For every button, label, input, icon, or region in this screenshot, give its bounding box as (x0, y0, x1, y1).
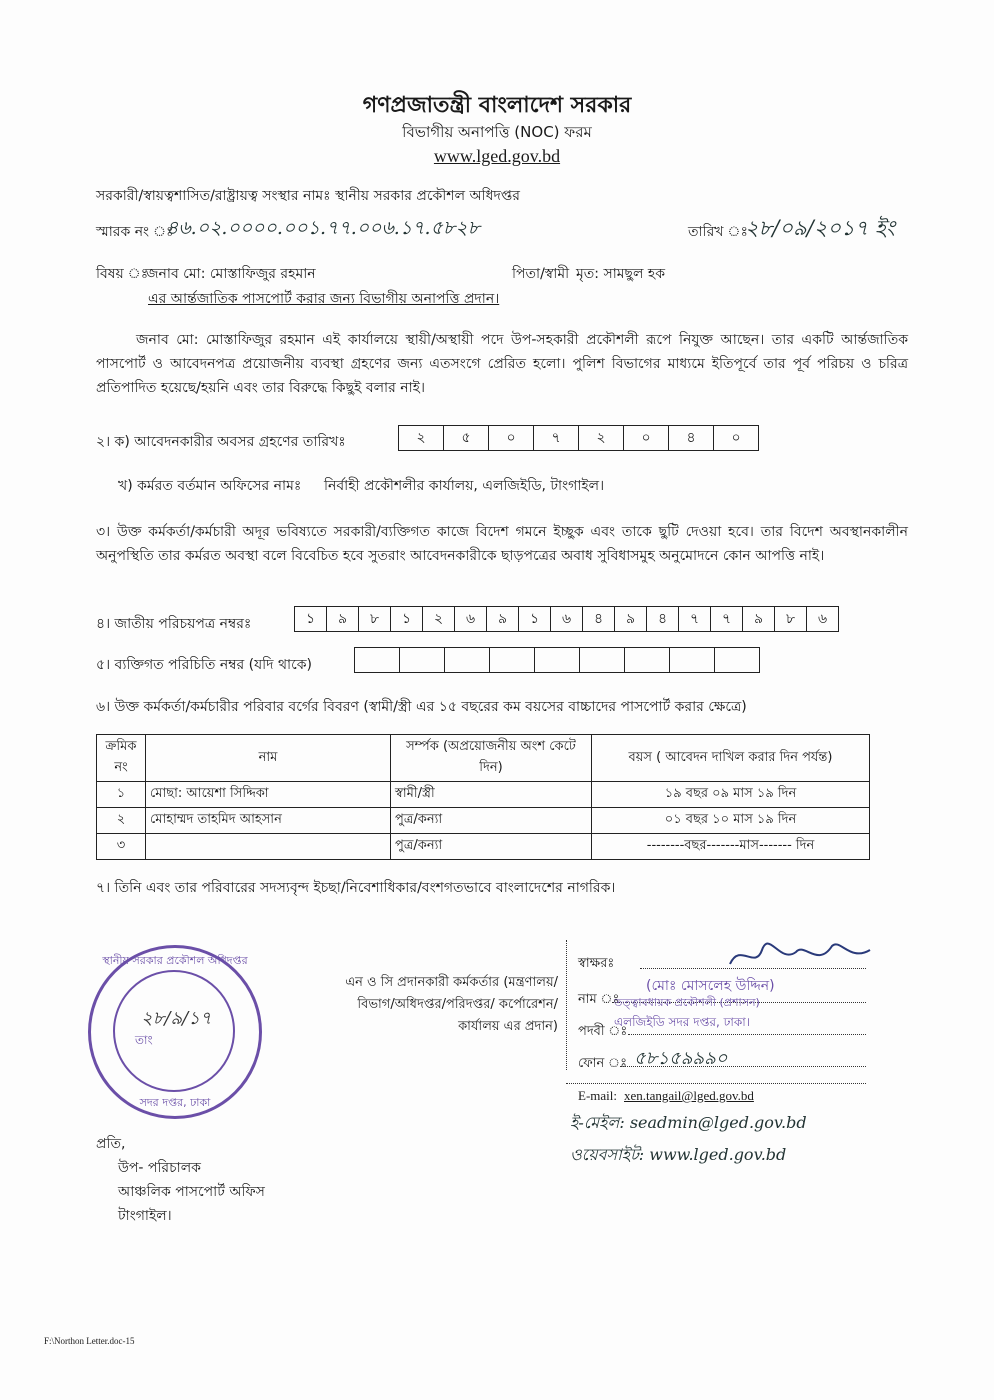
digit-box (490, 648, 535, 672)
digit-box: ৪ (669, 426, 714, 450)
digit-box: ০ (489, 426, 534, 450)
seal-date-label: তাং (135, 1033, 153, 1047)
digit-box: ১ (391, 607, 423, 631)
table-cell: ১ (97, 782, 146, 808)
table-cell: ০১ বছর ১০ মাস ১৯ দিন (592, 808, 870, 834)
form-subtitle: বিভাগীয় অনাপত্তি (NOC) ফরম (402, 123, 592, 141)
digit-box: ০ (624, 426, 669, 450)
recipient-line3: টাংগাইল। (118, 1208, 172, 1224)
table-cell: মোহাম্মদ তাহমিদ আহসান (146, 808, 391, 834)
table-cell: --------বছর-------মাস------- দিন (592, 834, 870, 860)
table-cell: ২ (97, 808, 146, 834)
website-link[interactable]: www.lged.gov.bd (433, 146, 561, 166)
digit-box (445, 648, 490, 672)
family-table (96, 734, 870, 860)
digit-box: ৭ (534, 426, 579, 450)
personal-id-label: ৫। ব্যক্তিগত পরিচিতি নম্বর (যদি থাকে) (96, 657, 312, 673)
phone-value: ৫৮১৫৯৯৯০ (634, 1048, 728, 1069)
digit-box: ২ (399, 426, 444, 450)
digit-box: ৬ (455, 607, 487, 631)
table-cell: পুত্র/কন্যা (391, 834, 592, 860)
issuer-block: এন ও সি প্রদানকারী কর্মকর্তার (মন্ত্রণালয়/বিভাগ/অধিদপ্তর/পরিদপ্তর/ কর্পোরেশন/কার্যালয় এর প্রদান) (345, 975, 558, 1034)
digit-box: ০ (731, 430, 741, 446)
memo-label: স্মারক নং ঃ (96, 224, 174, 240)
nid-label: ৪। জাতীয় পরিচয়পত্র নম্বরঃ (96, 616, 252, 632)
designation-value: তত্ত্বাবধায়ক প্রকৌশলী (প্রশাসন) (614, 996, 760, 1009)
digit-box: ৪ (583, 607, 615, 631)
file-path-footer: F:\Northon Letter.doc-15 (44, 1336, 135, 1346)
digit-box: ৭ (711, 607, 743, 631)
recipient-to: প্রতি, (96, 1136, 126, 1152)
seal-date-value: ২৮/৯/১৭ (141, 1008, 212, 1029)
email-divider (566, 1083, 866, 1084)
memo-number: ৪৬.০২.০০০০.০০১.৭৭.০০৬.১৭.৫৮২৮ (166, 217, 480, 239)
recipient-line2: আঞ্চলিক পাসপোর্ট অফিস (118, 1184, 265, 1200)
email-label: E-mail: (578, 1088, 617, 1103)
table-row (97, 782, 870, 808)
father-label: পিতা/স্বামী (512, 266, 570, 282)
citizenship-line: ৭। তিনি এবং তার পরিবারের সদস্যবৃন্দ ইচছা/নিবেশাধিকার/বংশগতভাবে বাংলাদেশের নাগরিক। (96, 880, 616, 896)
designation-label: পদবী ঃ (578, 1024, 628, 1039)
digit-box: ৭ (679, 607, 711, 631)
digit-box: ৫ (444, 426, 489, 450)
date-value: ২৮/০৯/২০১৭ ইং (745, 216, 895, 240)
table-header-row (97, 735, 870, 782)
digit-box (715, 648, 759, 672)
father-value: মৃত: সামছুল হক (576, 266, 666, 282)
office-value: নির্বাহী প্রকৌশলীর কার্যালয়, এলজিইডি, টাংগাইল। (324, 478, 605, 494)
phone-label: ফোন ঃ (578, 1056, 628, 1071)
digit-box: ৮ (775, 607, 807, 631)
retirement-date-boxes (398, 425, 759, 451)
nid-boxes (294, 606, 839, 632)
subject-line2: এর আর্ন্তজাতিক পাসপোর্ট করার জন্য বিভাগীয় অনাপত্তি প্রদান। (148, 291, 500, 307)
subject-label: বিষয় ঃ (96, 266, 149, 282)
digit-box: ১ (295, 607, 327, 631)
table-cell: মোছা: আয়েশা সিদ্দিকা (146, 782, 391, 808)
digit-box (400, 648, 445, 672)
seal-ring-text: স্থানীয় সরকার প্রকৌশল অধিদপ্তর (102, 954, 248, 967)
digit-box: ২ (579, 426, 624, 450)
subject-name: জনাব মো: মোস্তাফিজুর রহমান (146, 266, 316, 282)
paragraph-main: জনাব মো: মোস্তাফিজুর রহমান এই কার্যালয়ে স্থায়ী/অস্থায়ী পদে উপ-সহকারী প্রকৌশলী রূপে নিযুক্ত আছেন। তার একটি আর্ন্তজাতিক পাসপোর্ট ও আবেদনপত্র প্রয়োজনীয় ব্যবস্থা গ্রহণের জন্য এতসংগে প্রেরিত হলো। পুলিশ বিভাগের মাধ্যমে ইতিপূর্বে তার পূর্ব পরিচয় ও চরিত্র প্রতিপাদিত হয়েছে/হয়নি এবং তার বিরুদ্ধে কিছুই বলার নাই। (96, 332, 908, 396)
designation-line (628, 1034, 866, 1035)
digit-box (535, 648, 580, 672)
personal-id-boxes (354, 647, 760, 673)
name-value: (মোঃ মোসলেহ উদ্দিন) (646, 978, 775, 994)
digit-box: ৬ (551, 607, 583, 631)
digit-box: ৮ (359, 607, 391, 631)
digit-box (355, 648, 400, 672)
retirement-date-label: ২। ক) আবেদনকারীর অবসর গ্রহণের তারিখঃ (96, 434, 346, 450)
seal-bottom-text: সদর দপ্তর, ঢাকা (139, 1096, 211, 1109)
name-label: নাম ঃ (578, 992, 620, 1007)
handwritten-website: ওয়েবসাইট: www.lged.gov.bd (570, 1145, 787, 1164)
digit-box: ৯ (487, 607, 519, 631)
digit-box (580, 648, 625, 672)
table-cell: ৩ (97, 834, 146, 860)
table-cell: পুত্র/কন্যা (391, 808, 592, 834)
column-header: সর্ম্পক (অপ্রয়োজনীয় অংশ কেটে দিন) (391, 735, 592, 782)
column-header: বয়স ( আবেদন দাখিল করার দিন পর্যন্ত) (592, 735, 870, 782)
paragraph-item3: ৩। উক্ত কর্মকর্তা/কর্মচারী অদূর ভবিষ্যতে সরকারী/ব্যক্তিগত কাজে বিদেশ গমনে ইচ্ছুক এবং তাকে ছুটি দেওয়া হবে। তার বিদেশ অবস্থানকালীন অনুপস্থিতি তার কর্মরত অবস্থা বলে বিবেচিত হবে সুতরাং আবেদনকারীকে ছাড়পত্রের অবাধ সুবিধাসমুহ অনুমোদনে কোন আপত্তি নাই। (96, 524, 908, 564)
signature-divider (566, 940, 567, 1070)
table-cell: ১৯ বছর ০৯ মাস ১৯ দিন (592, 782, 870, 808)
organization-line: সরকারী/স্বায়ত্বশাসিত/রাষ্ট্রায়ত্ব সংস্থার নামঃ স্থানীয় সরকার প্রকৌশল অধিদপ্তর (96, 188, 521, 204)
table-row (97, 834, 870, 860)
digit-box: ৯ (743, 607, 775, 631)
office-stamp-value: এলজিইডি সদর দপ্তর, ঢাকা। (614, 1015, 751, 1029)
table-row (97, 808, 870, 834)
page-title: গণপ্রজাতন্ত্রী বাংলাদেশ সরকার (362, 93, 632, 118)
digit-box: ৬ (817, 611, 828, 627)
sign-label: স্বাক্ষরঃ (578, 956, 615, 971)
digit-box: ৯ (327, 607, 359, 631)
column-header: ক্রমিক নং (97, 735, 146, 782)
handwritten-email: ই-মেইল: seadmin@lged.gov.bd (570, 1113, 807, 1132)
table-cell: স্বামী/স্ত্রী (391, 782, 592, 808)
date-label: তারিখ ঃ (688, 224, 748, 240)
digit-box: ৪ (647, 607, 679, 631)
recipient-line1: উপ- পরিচালক (118, 1160, 201, 1176)
office-label: খ) কর্মরত বর্তমান অফিসের নামঃ (118, 478, 302, 494)
digit-box (625, 648, 670, 672)
digit-box (670, 648, 715, 672)
email-value[interactable]: xen.tangail@lged.gov.bd (624, 1088, 754, 1103)
digit-box: ৯ (615, 607, 647, 631)
table-cell (146, 834, 391, 860)
digit-box: ২ (423, 607, 455, 631)
official-seal (88, 945, 262, 1119)
family-label: ৬। উক্ত কর্মকর্তা/কর্মচারীর পরিবার বর্গের বিবরণ (স্বামী/স্ত্রী এর ১৫ বছরের কম বয়সের বাচ্চাদের পাসপোর্ট করার ক্ষেত্রে) (96, 699, 747, 715)
column-header: নাম (146, 735, 391, 782)
digit-box: ১ (519, 607, 551, 631)
